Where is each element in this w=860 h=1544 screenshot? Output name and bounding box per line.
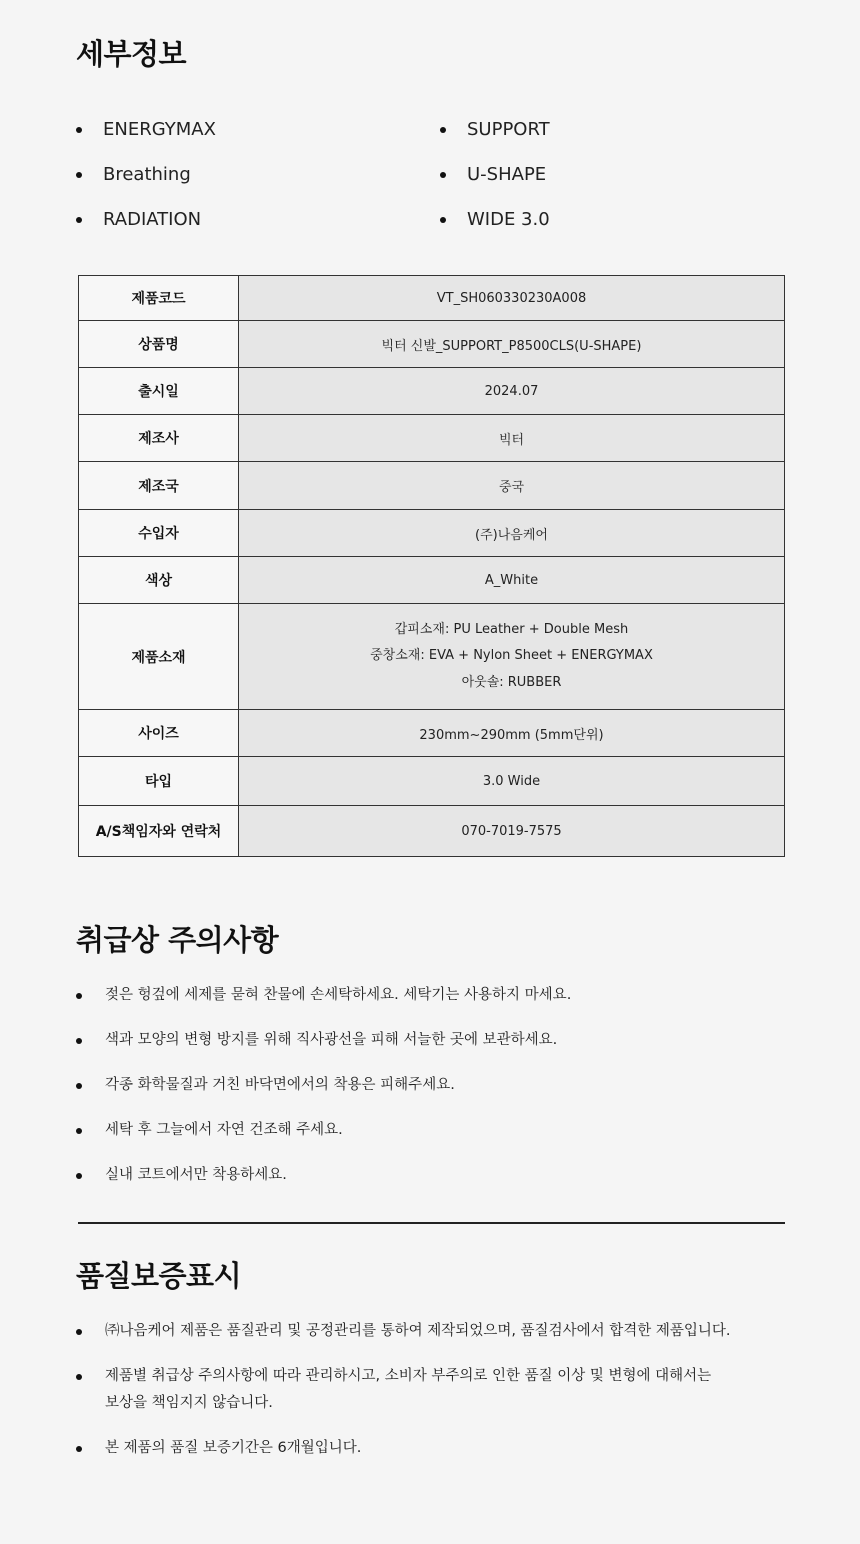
material-line: 갑피소재: PU Leather + Double Mesh	[394, 621, 629, 637]
list-item: ㈜나음케어 제품은 품질관리 및 공정관리를 통하여 제작되었으며, 품질검사에서 합격한 제품입니다.	[76, 1318, 805, 1345]
details-title: 세부정보	[76, 37, 187, 71]
table-row	[79, 806, 785, 857]
section-divider	[78, 1222, 785, 1224]
spec-value-material	[239, 604, 785, 710]
list-item: 본 제품의 품질 보증기간은 6개월입니다.	[76, 1435, 716, 1462]
table-row	[79, 276, 785, 321]
table-row	[79, 557, 785, 604]
table-row	[79, 415, 785, 462]
feature-item: RADIATION	[76, 202, 440, 247]
table-row	[79, 368, 785, 415]
table-row	[79, 510, 785, 557]
list-item: 젖은 헝겊에 세제를 묻혀 찬물에 손세탁하세요. 세탁기는 사용하지 마세요.	[76, 982, 776, 1009]
care-title: 취급상 주의사항	[76, 923, 279, 957]
spec-value: 빅터	[239, 415, 785, 462]
spec-label: 제품소재	[79, 604, 239, 710]
spec-label: 제조국	[79, 462, 239, 510]
list-item: 색과 모양의 변형 방지를 위해 직사광선을 피해 서늘한 곳에 보관하세요.	[76, 1027, 776, 1054]
spec-value: 빅터 신발_SUPPORT_P8500CLS(U-SHAPE)	[239, 321, 785, 368]
spec-value: 중국	[239, 462, 785, 510]
spec-value: (주)나음케어	[239, 510, 785, 557]
spec-value: A_White	[239, 557, 785, 604]
list-item: 세탁 후 그늘에서 자연 건조해 주세요.	[76, 1117, 776, 1144]
feature-item: ENERGYMAX	[76, 112, 440, 157]
spec-value: VT_SH060330230A008	[239, 276, 785, 321]
spec-value: 2024.07	[239, 368, 785, 415]
care-list	[76, 982, 776, 1189]
spec-label: A/S책임자와 연락처	[79, 806, 239, 857]
feature-item: WIDE 3.0	[440, 202, 796, 247]
table-row	[79, 757, 785, 806]
material-line: 아웃솔: RUBBER	[461, 674, 562, 690]
list-item: 실내 코트에서만 착용하세요.	[76, 1162, 776, 1189]
material-line: 중창소재: EVA + Nylon Sheet + ENERGYMAX	[370, 648, 653, 664]
quality-title: 품질보증표시	[76, 1259, 242, 1293]
spec-label: 사이즈	[79, 710, 239, 757]
table-row	[79, 321, 785, 368]
feature-item: U-SHAPE	[440, 157, 796, 202]
list-item: 각종 화학물질과 거친 바닥면에서의 착용은 피해주세요.	[76, 1072, 776, 1099]
feature-item: Breathing	[76, 157, 440, 202]
spec-label: 제품코드	[79, 276, 239, 321]
spec-label: 제조사	[79, 415, 239, 462]
spec-label: 색상	[79, 557, 239, 604]
feature-list	[76, 112, 796, 247]
list-item: 제품별 취급상 주의사항에 따라 관리하시고, 소비자 부주의로 인한 품질 이상 및 변형에 대해서는 보상을 책임지지 않습니다.	[76, 1363, 716, 1417]
table-row	[79, 604, 785, 710]
spec-value: 070-7019-7575	[239, 806, 785, 857]
spec-table	[78, 275, 785, 857]
feature-item: SUPPORT	[440, 112, 796, 157]
spec-value: 3.0 Wide	[239, 757, 785, 806]
spec-label: 출시일	[79, 368, 239, 415]
spec-label: 상품명	[79, 321, 239, 368]
spec-label: 타입	[79, 757, 239, 806]
spec-value: 230mm~290mm (5mm단위)	[239, 710, 785, 757]
spec-label: 수입자	[79, 510, 239, 557]
table-row	[79, 462, 785, 510]
quality-list	[76, 1318, 731, 1462]
table-row	[79, 710, 785, 757]
